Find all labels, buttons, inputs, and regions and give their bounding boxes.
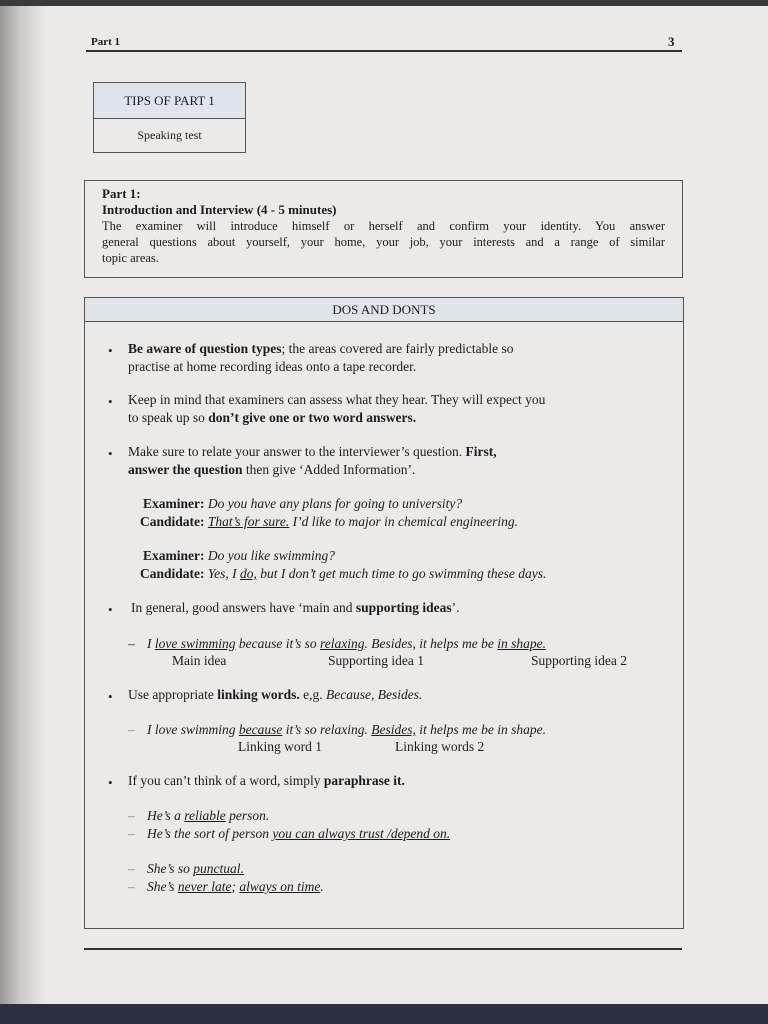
example-2-question: Examiner: Do you like swimming?: [143, 548, 335, 563]
footer-rule: [84, 948, 682, 950]
bullet-marker: •: [108, 446, 113, 461]
dash-marker: –: [128, 722, 135, 737]
running-header: Part 1: [91, 36, 121, 48]
scan-bottom-edge: [0, 1004, 768, 1024]
paraphrase-example-1: He’s a reliable person.: [147, 808, 270, 823]
paraphrase-example-4: She’s never late; always on time.: [147, 879, 324, 894]
bullet-marker: •: [108, 689, 113, 704]
example-2-answer: Candidate: Yes, I do, but I don’t get much time to go swimming these days.: [140, 566, 547, 581]
part1-heading: Introduction and Interview (4 - 5 minutes): [102, 202, 337, 217]
bullet-3-line-2: answer the question then give ‘Added Information’.: [128, 462, 416, 477]
dos-title: DOS AND DONTS: [85, 298, 683, 322]
bullet-1-line-1: Be aware of question types; the areas covered are fairly predictable so: [128, 341, 514, 356]
bullet-2-line-2: to speak up so don’t give one or two word answers.: [128, 410, 417, 425]
bullet-4-line: In general, good answers have ‘main and supporting ideas’.: [131, 600, 460, 615]
example-1-answer: Candidate: That’s for sure. I’d like to major in chemical engineering.: [140, 514, 518, 529]
bullet-marker: •: [108, 343, 113, 358]
linking-word-1-label: Linking word 1: [238, 739, 322, 754]
example-1-question: Examiner: Do you have any plans for going to university?: [143, 496, 463, 511]
dash-marker: –: [128, 879, 135, 894]
tips-subtitle: Speaking test: [137, 128, 202, 142]
dash-marker: –: [128, 636, 135, 651]
supporting-idea-1-label: Supporting idea 1: [328, 653, 424, 668]
bullet-2-line-1: Keep in mind that examiners can assess what they hear. They will expect you: [128, 392, 546, 407]
supporting-idea-2-label: Supporting idea 2: [531, 653, 627, 668]
bullet-3-line-1: Make sure to relate your answer to the interviewer’s question. First,: [128, 444, 497, 459]
bullet-marker: •: [108, 602, 113, 617]
tips-title: TIPS OF PART 1: [94, 83, 245, 119]
paraphrase-example-2: He’s the sort of person you can always trust /depend on.: [147, 826, 451, 841]
dash-marker: –: [128, 826, 135, 841]
header-rule: [86, 50, 682, 52]
tips-box: [93, 82, 246, 153]
part1-body-line-3: topic areas.: [102, 251, 159, 265]
dash-marker: –: [128, 808, 135, 823]
page-number: 3: [668, 34, 675, 49]
bullet-marker: •: [108, 775, 113, 790]
linking-words-sentence: I love swimming because it’s so relaxing. Besides, it helps me be in shape.: [147, 722, 546, 737]
bullet-1-line-2: practise at home recording ideas onto a tape recorder.: [128, 359, 417, 374]
part1-label: Part 1:: [102, 186, 141, 201]
part1-body-line-2: general questions about yourself, your home, your job, your interests and a range of similar: [102, 235, 665, 249]
part1-box: [84, 180, 683, 278]
bullet-5-line: Use appropriate linking words. e,g. Because, Besides.: [128, 687, 423, 702]
main-idea-label: Main idea: [172, 653, 227, 668]
supporting-ideas-sentence: I love swimming because it’s so relaxing. Besides, it helps me be in shape.: [147, 636, 546, 651]
bullet-6-line: If you can’t think of a word, simply paraphrase it.: [128, 773, 405, 788]
dash-marker: –: [128, 861, 135, 876]
bullet-marker: •: [108, 394, 113, 409]
paraphrase-example-3: She’s so punctual.: [147, 861, 244, 876]
linking-words-2-label: Linking words 2: [395, 739, 485, 754]
part1-body-line-1: The examiner will introduce himself or herself and confirm your identity. You answer: [102, 219, 665, 233]
